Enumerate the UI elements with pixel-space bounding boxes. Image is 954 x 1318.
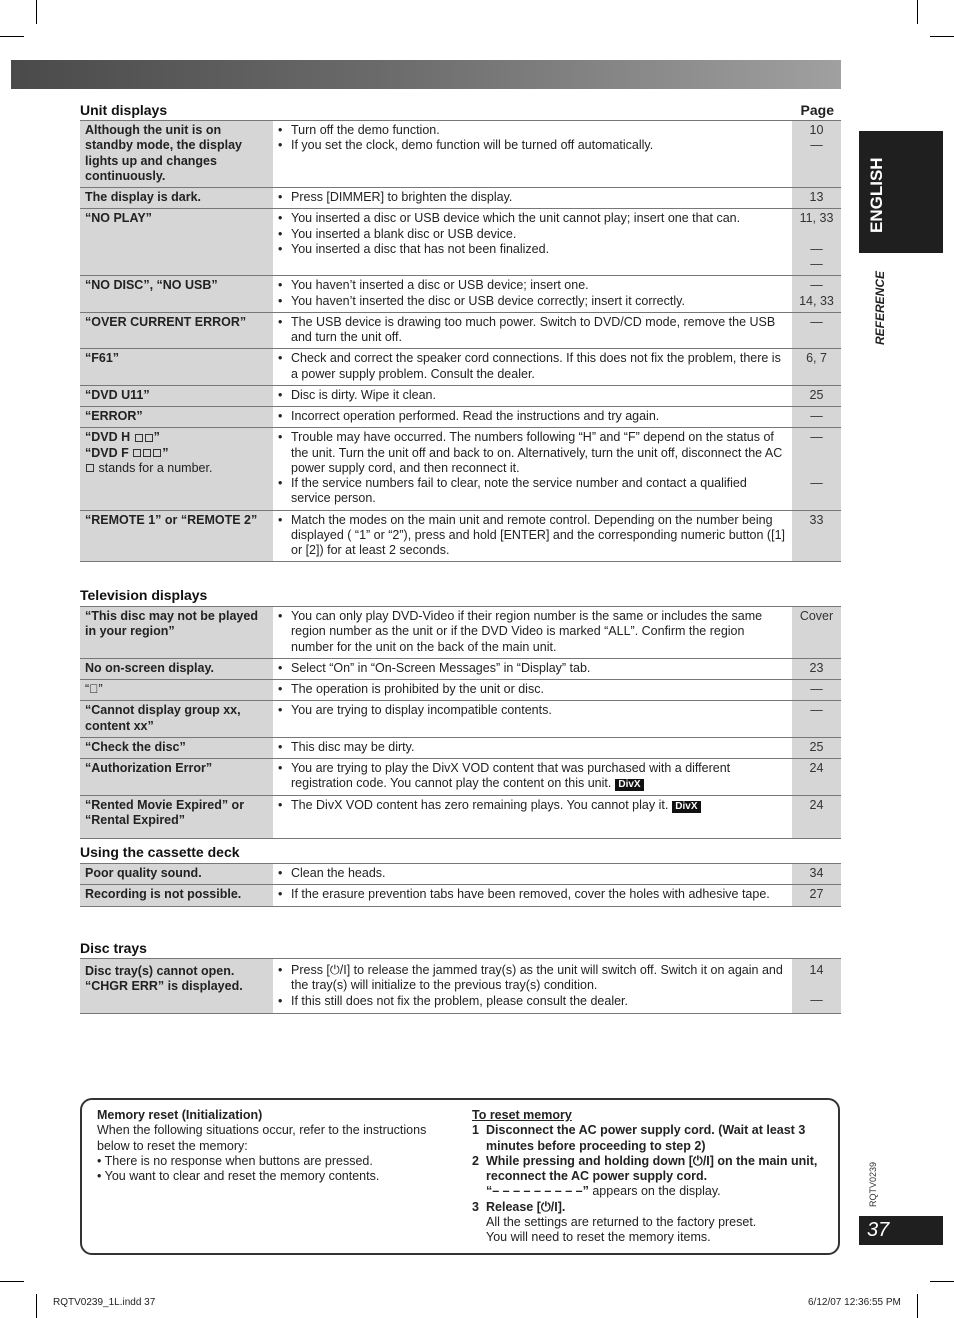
bullet-item (278, 661, 787, 676)
digit-placeholder-icon (86, 464, 94, 472)
table-row (80, 885, 841, 906)
bullet-item: • If this still does not fix the problem, please consult the dealer. (278, 994, 787, 1009)
bullet-list (278, 703, 787, 718)
step-number: 2 (472, 1153, 479, 1168)
condition-cell: Disc tray(s) cannot open. “CHGR ERR” is displayed. (80, 959, 273, 1014)
page-ref: — (810, 993, 823, 1008)
reset-step (472, 1123, 832, 1154)
bullet-list (278, 761, 787, 792)
condition-cell: “NO DISC”, “NO USB” (80, 276, 273, 313)
condition-cell: “REMOTE 1” or “REMOTE 2” (80, 510, 273, 562)
bullet-list (278, 609, 787, 655)
digit-placeholder-icon (135, 434, 143, 442)
bullet-item (278, 609, 787, 655)
page-ref: 14, 33 (799, 293, 834, 308)
table-row (80, 407, 841, 428)
bullet-item: • Disc is dirty. Wipe it clean. (278, 388, 787, 403)
bullet-list (278, 866, 787, 881)
condition-line (85, 430, 268, 445)
description-cell (273, 658, 792, 679)
page-cell: 24 (792, 795, 841, 839)
table-row (80, 510, 841, 562)
document-code: RQTV0239 (868, 1161, 878, 1207)
page-ref: — (810, 409, 823, 423)
bullet-item: • You haven’t inserted a disc or USB device; insert one. (278, 278, 787, 293)
bullet-item: • The USB device is drawing too much power. Switch to DVD/CD mode, remove the USB and turn the unit off. (278, 315, 787, 346)
page-cell (792, 209, 841, 276)
page-ref: — (810, 241, 823, 256)
condition-cell (80, 428, 273, 510)
memory-reset-intro-text: When the following situations occur, refer to the instructions below to reset the memory: (97, 1123, 427, 1153)
bullet-text: You are trying to display incompatible contents. (291, 703, 552, 718)
bullet-list (278, 190, 787, 205)
description-cell (273, 885, 792, 906)
condition-text: “DVD H (85, 430, 131, 445)
television-displays-table (80, 606, 841, 839)
description-cell (273, 312, 792, 349)
table-row (80, 428, 841, 510)
table-row (80, 121, 841, 188)
table-row (80, 658, 841, 679)
page-cell: 24 (792, 759, 841, 796)
bullet-list (278, 388, 787, 403)
crop-mark (0, 1281, 24, 1282)
bullet-list (278, 798, 787, 813)
bullet-list (278, 430, 787, 506)
page-cell (792, 188, 841, 209)
bullet-item (278, 703, 787, 718)
page-ref: — (810, 475, 823, 490)
description-cell (273, 759, 792, 796)
digit-placeholder-icon (145, 434, 153, 442)
page-cell: — (792, 680, 841, 701)
bullet-item: • Press [DIMMER] to brighten the display. (278, 190, 787, 205)
step-text: While pressing and holding down [⏻/I] on the main unit, reconnect the AC power supply cord. (486, 1153, 818, 1183)
description-cell (273, 188, 792, 209)
unit-displays-title: Unit displays (80, 102, 168, 118)
bullet-list (278, 513, 787, 559)
condition-line (85, 446, 268, 461)
page-cell (792, 276, 841, 313)
page-cell (792, 407, 841, 428)
condition-note (85, 461, 268, 476)
bullet-text: The operation is prohibited by the unit or disc. (291, 682, 544, 696)
bullet-item (278, 740, 787, 755)
condition-text: “DVD F (85, 445, 129, 460)
crop-mark (36, 1294, 37, 1318)
memory-reset-intro (97, 1108, 427, 1184)
reset-step (472, 1154, 832, 1200)
language-label: ENGLISH (867, 157, 886, 233)
bullet-list (278, 682, 787, 697)
cassette-deck-title: Using the cassette deck (80, 844, 240, 860)
bullet-list (278, 887, 787, 902)
table-row (80, 188, 841, 209)
bullet-item: • Press [⏻/I] to release the jammed tray(s) as the unit will switch off. Switch it on again and the tray(s) will initialize to the previous tray(s) condition. (278, 963, 787, 994)
page-column-heading: Page (800, 102, 834, 118)
bullet-item (278, 761, 787, 792)
table-row (80, 701, 841, 738)
page-cell: — (792, 701, 841, 738)
bullet-item: • If you set the clock, demo function will be turned off automatically. (278, 138, 787, 153)
description-cell (273, 349, 792, 386)
page-cell: 23 (792, 658, 841, 679)
digit-placeholder-icon (143, 449, 151, 457)
digit-placeholder-icon (153, 449, 161, 457)
condition-cell: Poor quality sound. (80, 864, 273, 885)
bullet-item (278, 682, 787, 697)
disc-trays-title: Disc trays (80, 940, 147, 956)
reset-memory-title: To reset memory (472, 1108, 572, 1122)
condition-cell: The display is dark. (80, 188, 273, 209)
page-number: 37 (859, 1216, 943, 1245)
description-cell (273, 737, 792, 758)
crop-mark (930, 36, 954, 37)
condition-text: stands for a number. (98, 460, 213, 475)
page-ref: — (810, 278, 823, 293)
cassette-deck-table (80, 863, 841, 907)
header-band (11, 60, 841, 89)
memory-reset-box (80, 1098, 840, 1255)
description-cell (273, 864, 792, 885)
bullet-list (278, 409, 787, 424)
footer-timestamp: 6/12/07 12:36:55 PM (808, 1297, 901, 1308)
page-cell (792, 385, 841, 406)
bullet-item: • Check and correct the speaker cord connections. If this does not fix the problem, there is a power supply problem. Consult the dealer. (278, 351, 787, 382)
page-cell: 34 (792, 864, 841, 885)
description-cell (273, 276, 792, 313)
bullet-list (278, 351, 787, 382)
table-row (80, 795, 841, 839)
disc-trays-table (80, 958, 841, 1014)
bullet-list (278, 661, 787, 676)
table-row (80, 959, 841, 1014)
table-row (80, 349, 841, 386)
bullet-item: • Trouble may have occurred. The numbers following “H” and “F” depend on the status of the unit. Turn the unit off and back to on. Alternatively, turn the unit off, disconnect the AC power supply cord, and then reconnect it. (278, 430, 787, 476)
description-cell (273, 407, 792, 428)
bullet-item: • You inserted a blank disc or USB device. (278, 227, 787, 242)
bullet-list (278, 123, 787, 154)
bullet-text: You are trying to play the DivX VOD content that was purchased with a different registration code. You cannot play the content on this unit. (291, 761, 731, 791)
bullet-text: This disc may be dirty. (291, 739, 415, 754)
bullet-item: • Match the modes on the main unit and remote control. Depending on the number being displayed ( “1” or “2”), press and hold [ENTER] and the corresponding numeric button ([1] or [2]) for at least 2 seconds. (278, 513, 787, 559)
divx-badge-icon: DivX (615, 779, 643, 791)
condition-cell: “⃠” (80, 680, 273, 701)
display-dashes: “– – – – – – – – –” (486, 1184, 589, 1199)
bullet-item: • Clean the heads. (278, 866, 787, 881)
bullet-item: • You inserted a disc that has not been finalized. (278, 242, 787, 257)
condition-text: ” (162, 445, 169, 460)
table-row (80, 607, 841, 659)
bullet-item (278, 798, 787, 813)
page-ref: 13 (809, 190, 824, 204)
language-tab (859, 131, 943, 253)
memory-reset-title: Memory reset (Initialization) (97, 1108, 263, 1122)
condition-cell: “Rented Movie Expired” or “Rental Expired” (80, 795, 273, 839)
description-cell (273, 510, 792, 562)
description-cell (273, 607, 792, 659)
condition-cell: “F61” (80, 349, 273, 386)
description-cell (273, 680, 792, 701)
bullet-text: The DivX VOD content has zero remaining plays. You cannot play it. (291, 797, 669, 812)
bullet-item: • If the service numbers fail to clear, note the service number and contact a qualified service person. (278, 476, 787, 507)
unit-displays-table (80, 120, 841, 562)
bullet-item: • Incorrect operation performed. Read the instructions and try again. (278, 409, 787, 424)
page-cell (792, 121, 841, 188)
page-ref: 11, 33 (799, 211, 834, 226)
bullet-item: • If the erasure prevention tabs have been removed, cover the holes with adhesive tape. (278, 887, 787, 902)
table-row (80, 209, 841, 276)
table-row (80, 276, 841, 313)
section-label: REFERENCE (873, 270, 887, 345)
condition-cell: “OVER CURRENT ERROR” (80, 312, 273, 349)
bullet-item: • You inserted a disc or USB device which the unit cannot play; insert one that can. (278, 211, 787, 226)
bullet-list (278, 315, 787, 346)
page-ref: — (810, 314, 823, 329)
page-cell (792, 312, 841, 349)
crop-mark (917, 0, 918, 24)
page-ref (797, 227, 836, 242)
condition-cell: Recording is not possible. (80, 885, 273, 906)
page-cell (792, 349, 841, 386)
page-ref: 6, 7 (806, 351, 827, 366)
crop-mark (930, 1281, 954, 1282)
condition-cell: “ERROR” (80, 407, 273, 428)
table-row (80, 680, 841, 701)
bullet-text: You can only play DVD-Video if their region number is the same or includes the same region number as the unit or if the DVD Video is marked “ALL”. Confirm the region number for the unit on the back of the main unit. (291, 609, 763, 654)
television-displays-title: Television displays (80, 587, 208, 603)
condition-cell: “This disc may not be played in your region” (80, 607, 273, 659)
page-cell: Cover (792, 607, 841, 659)
description-cell (273, 795, 792, 839)
description-cell (273, 385, 792, 406)
digit-placeholder-icon (133, 449, 141, 457)
condition-cell: “Check the disc” (80, 737, 273, 758)
page-ref: 10 (809, 123, 824, 137)
page-cell (792, 428, 841, 510)
condition-cell: No on-screen display. (80, 658, 273, 679)
step-number: 3 (472, 1199, 479, 1214)
crop-mark (36, 0, 37, 24)
page-ref: — (810, 430, 823, 445)
condition-cell: “DVD U11” (80, 385, 273, 406)
step-text: Disconnect the AC power supply cord. (Wait at least 3 minutes before proceeding to step 2) (486, 1123, 806, 1153)
bullet-list (278, 211, 787, 257)
step-text: You will need to reset the memory items. (486, 1230, 711, 1244)
page-cell: 25 (792, 737, 841, 758)
page-cell: 27 (792, 885, 841, 906)
divx-badge-icon: DivX (672, 801, 700, 813)
page-ref: 33 (809, 512, 824, 527)
condition-text: ” (153, 430, 160, 445)
description-cell (273, 428, 792, 510)
memory-reset-case: • You want to clear and reset the memory contents. (97, 1169, 380, 1183)
page-ref: 25 (809, 387, 824, 402)
reset-step (472, 1200, 832, 1246)
description-cell (273, 121, 792, 188)
bullet-text: Select “On” in “On-Screen Messages” in “Display” tab. (291, 660, 591, 675)
step-text: appears on the display. (588, 1184, 721, 1199)
bullet-list (278, 278, 787, 309)
description-cell (273, 209, 792, 276)
condition-cell: Although the unit is on standby mode, the display lights up and changes continuously. (80, 121, 273, 188)
bullet-item: • Turn off the demo function. (278, 123, 787, 138)
memory-reset-case: • There is no response when buttons are pressed. (97, 1153, 373, 1168)
condition-cell: “Authorization Error” (80, 759, 273, 796)
page-ref: — (810, 138, 823, 153)
bullet-item: • You haven’t inserted the disc or USB device correctly; insert it correctly. (278, 294, 787, 309)
table-row (80, 385, 841, 406)
table-row (80, 759, 841, 796)
footer-file-info: RQTV0239_1L.indd 37 (53, 1297, 156, 1308)
crop-mark (0, 36, 24, 37)
description-cell (273, 959, 792, 1014)
table-row (80, 737, 841, 758)
memory-reset-steps (472, 1108, 832, 1245)
page-ref: 14 (809, 963, 824, 977)
description-cell (273, 701, 792, 738)
condition-cell: “NO PLAY” (80, 209, 273, 276)
step-text: Release [⏻/I]. (486, 1199, 566, 1214)
page-ref: — (810, 257, 823, 271)
crop-mark (917, 1294, 918, 1318)
table-row (80, 312, 841, 349)
page-cell (792, 510, 841, 562)
page-cell (792, 959, 841, 1014)
bullet-list (278, 740, 787, 755)
step-number: 1 (472, 1123, 479, 1138)
condition-cell: “Cannot display group xx, content xx” (80, 701, 273, 738)
table-row (80, 864, 841, 885)
step-text: All the settings are returned to the factory preset. (486, 1214, 757, 1229)
